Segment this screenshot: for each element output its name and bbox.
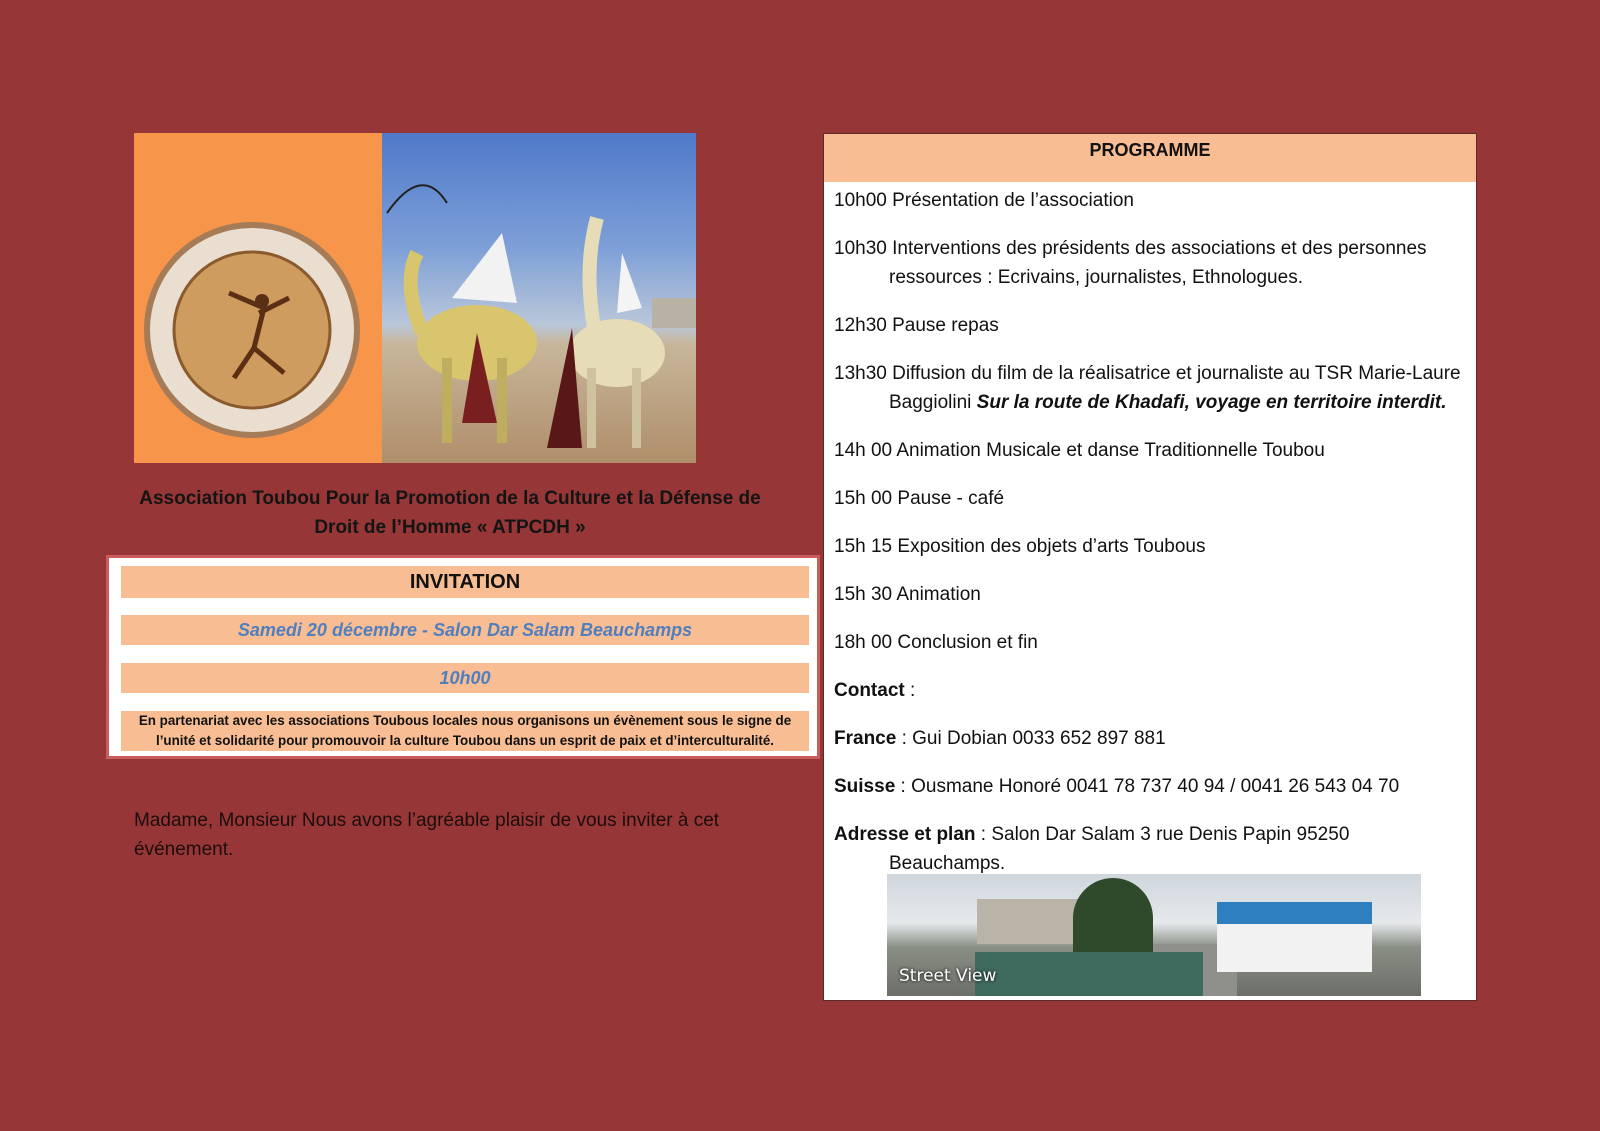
contact-suisse: [834, 772, 1464, 801]
programme-item-text: 10h30 Interventions des présidents des associations et des personnes ressources : Ecrivains, journalistes, Ethnologues.: [834, 238, 1427, 288]
programme-item-text: 10h00 Présentation de l’association: [834, 190, 1134, 211]
suisse-value: : Ousmane Honoré 0041 78 737 40 94 / 0041 26 543 04 70: [895, 776, 1400, 797]
programme-item: [834, 436, 1464, 465]
camel-riders-illustration: [382, 133, 696, 463]
invitation-title: INVITATION: [121, 566, 809, 598]
invitation-date-place: Samedi 20 décembre - Salon Dar Salam Beauchamps: [121, 615, 809, 645]
programme-item-text: 18h 00 Conclusion et fin: [834, 632, 1038, 653]
contact-suffix: :: [904, 680, 916, 701]
contact-heading: [834, 676, 1464, 705]
greeting-text: Madame, Monsieur Nous avons l’agréable plaisir de vous inviter à cet événement.: [134, 810, 720, 860]
programme-item-text: 12h30 Pause repas: [834, 315, 999, 336]
street-view-label: Street View: [899, 966, 997, 986]
france-value: : Gui Dobian 0033 652 897 881: [896, 728, 1166, 749]
header-image: [134, 133, 696, 463]
riders-photo: [382, 133, 696, 463]
address-label: Adresse et plan: [834, 824, 976, 845]
invitation-box: [106, 555, 820, 759]
programme-card: [823, 133, 1477, 1001]
logo-panel: [134, 133, 382, 463]
programme-item-text: 15h 00 Pause - café: [834, 488, 1005, 509]
suisse-label: Suisse: [834, 776, 896, 797]
programme-item: [834, 532, 1464, 561]
programme-item-text: 15h 15 Exposition des objets d’arts Toubous: [834, 536, 1206, 557]
programme-item: [834, 234, 1464, 292]
programme-item: [834, 186, 1464, 215]
house-shape: [1217, 902, 1372, 972]
programme-item: [834, 580, 1464, 609]
invitation-description: En partenariat avec les associations Toubous locales nous organisons un évènement sous le signe de l’unité et solidarité pour promouvoir la culture Toubou dans un esprit de paix et d’interculturalité.: [121, 711, 809, 751]
film-title: Sur la route de Khadafi, voyage en territoire interdit.: [976, 392, 1447, 413]
programme-item: [834, 311, 1464, 340]
association-logo: [134, 133, 382, 463]
contact-france: [834, 724, 1464, 753]
programme-item-text: 13h30 Diffusion du film de la réalisatrice et journaliste au TSR Marie-Laure Baggiolini: [834, 363, 1461, 413]
address: [834, 820, 1464, 878]
programme-item: [834, 359, 1464, 417]
association-title: Association Toubou Pour la Promotion de la Culture et la Défense de Droit de l’Homme « ATPCDH »: [139, 488, 761, 538]
programme-item: [834, 628, 1464, 657]
invitation-time: 10h00: [121, 663, 809, 693]
address-value: : Salon Dar Salam 3 rue Denis Papin 95250 Beauchamps.: [889, 824, 1350, 874]
programme-title: PROGRAMME: [824, 134, 1476, 182]
france-label: France: [834, 728, 897, 749]
programme-item-text: 15h 30 Animation: [834, 584, 981, 605]
contact-label: Contact: [834, 680, 905, 701]
programme-item: [834, 484, 1464, 513]
programme-item-text: 14h 00 Animation Musicale et danse Traditionnelle Toubou: [834, 440, 1325, 461]
street-view-image: [887, 874, 1421, 996]
fence-shape: [975, 952, 1203, 996]
